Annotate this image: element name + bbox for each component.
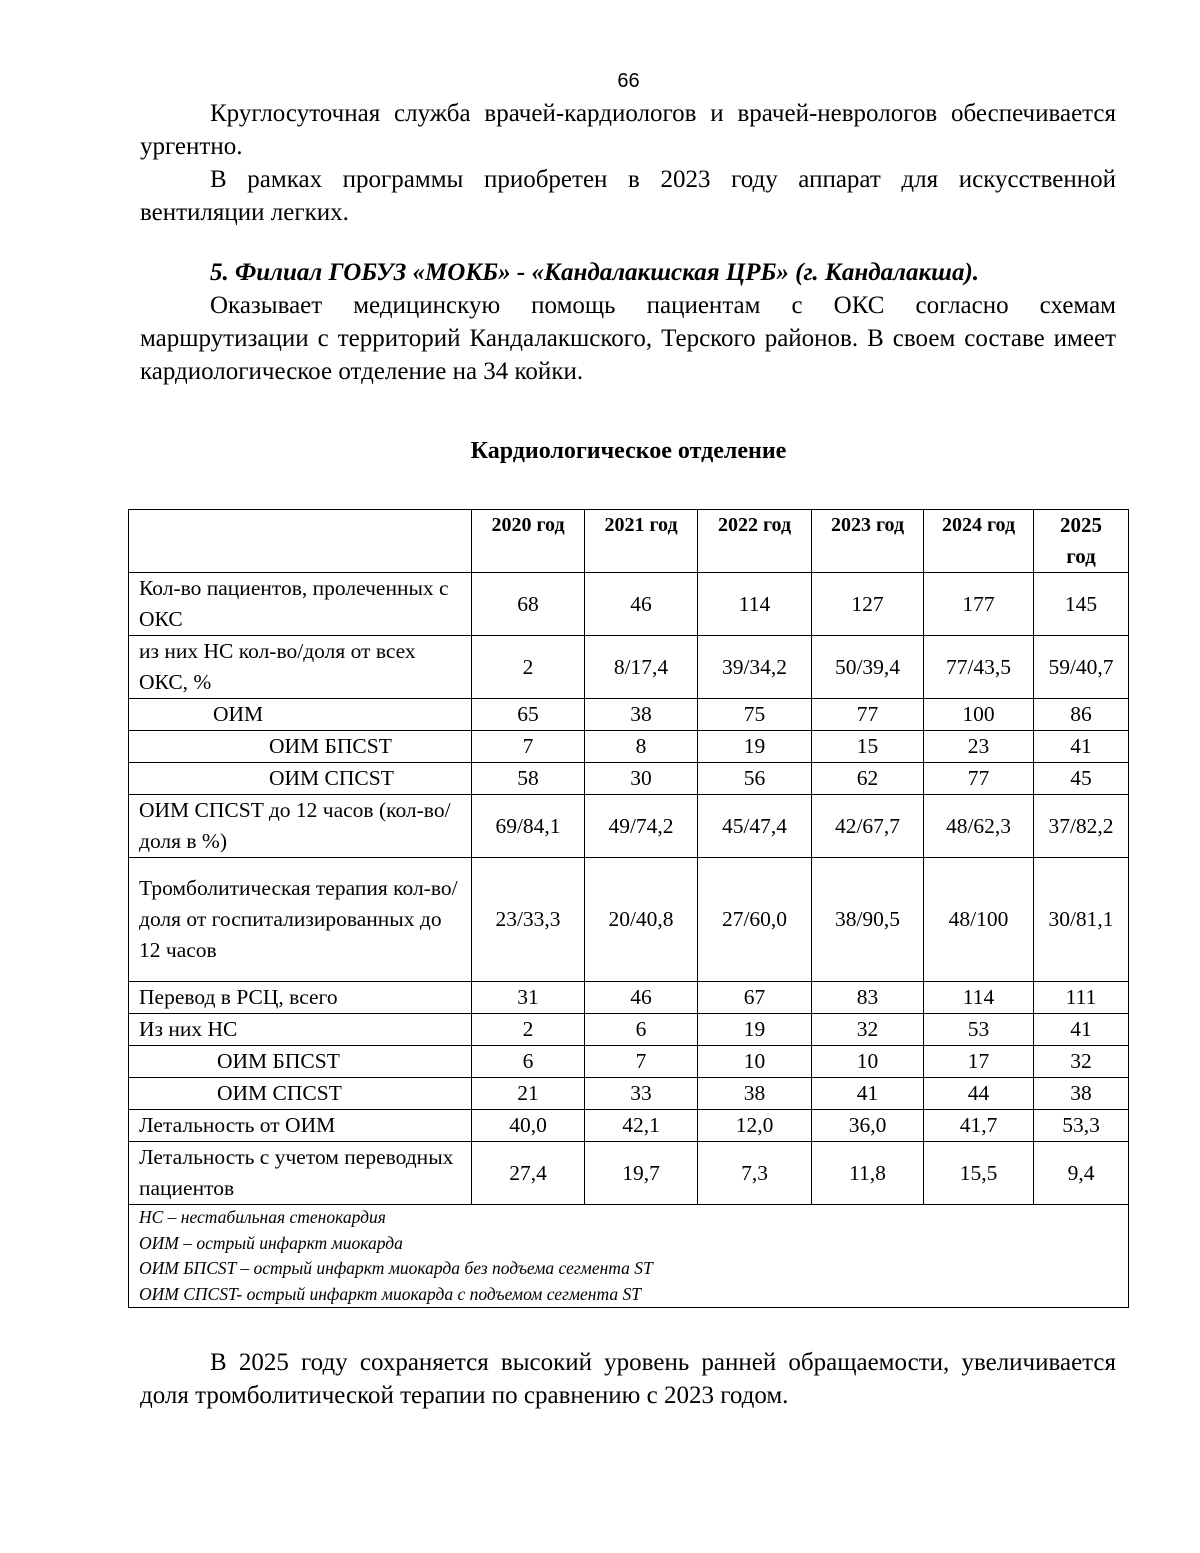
table-row: [129, 1142, 1129, 1205]
note-oim-bpsst: ОИМ БПСST – острый инфаркт миокарда без подъема сегмента ST: [139, 1258, 653, 1278]
cardiology-table: [128, 509, 1129, 1308]
table-header-row: [129, 510, 1129, 573]
row-value-2022: 10: [698, 1046, 812, 1078]
table-row: [129, 636, 1129, 699]
row-value-2020: 7: [472, 731, 585, 763]
row-value-2023: 32: [812, 1014, 924, 1046]
row-label: ОИМ: [129, 699, 472, 731]
row-value-2021: 19,7: [585, 1142, 698, 1205]
row-value-2020: 2: [472, 636, 585, 699]
row-value-2021: 6: [585, 1014, 698, 1046]
row-value-2023: 38/90,5: [812, 858, 924, 982]
row-value-2024: 48/100: [924, 858, 1034, 982]
row-label: ОИМ БПСST: [129, 1046, 472, 1078]
row-label: Тромболитическая терапия кол-во/доля от госпитализированных до 12 часов: [129, 858, 472, 982]
row-value-2020: 27,4: [472, 1142, 585, 1205]
row-value-2020: 23/33,3: [472, 858, 585, 982]
header-cell-2025: 2025 год: [1034, 510, 1129, 573]
row-value-2020: 31: [472, 982, 585, 1014]
row-value-2021: 8: [585, 731, 698, 763]
row-value-2025: 41: [1034, 731, 1129, 763]
row-value-2020: 6: [472, 1046, 585, 1078]
note-oim: ОИМ – острый инфаркт миокарда: [139, 1232, 403, 1253]
row-value-2022: 56: [698, 763, 812, 795]
header-cell-empty: [129, 510, 472, 573]
row-value-2025: 38: [1034, 1078, 1129, 1110]
row-value-2021: 46: [585, 982, 698, 1014]
row-value-2021: 7: [585, 1046, 698, 1078]
row-value-2021: 33: [585, 1078, 698, 1110]
row-value-2023: 83: [812, 982, 924, 1014]
row-value-2024: 44: [924, 1078, 1034, 1110]
row-value-2023: 36,0: [812, 1110, 924, 1142]
header-cell-2021: 2021 год: [585, 510, 698, 573]
intro-text: [140, 97, 1116, 229]
row-value-2025: 41: [1034, 1014, 1129, 1046]
row-value-2023: 41: [812, 1078, 924, 1110]
row-value-2021: 30: [585, 763, 698, 795]
row-value-2023: 15: [812, 731, 924, 763]
row-value-2022: 39/34,2: [698, 636, 812, 699]
row-label: из них НС кол-во/доля от всех ОКС, %: [129, 636, 472, 699]
row-value-2023: 62: [812, 763, 924, 795]
table-row: [129, 858, 1129, 982]
conclusion-text: [140, 1346, 1116, 1412]
row-value-2021: 8/17,4: [585, 636, 698, 699]
note-oim-spsst: ОИМ СПСST- острый инфаркт миокарда с подъемом сегмента ST: [139, 1283, 641, 1304]
row-value-2024: 114: [924, 982, 1034, 1014]
row-value-2023: 127: [812, 573, 924, 636]
row-label: Летальность от ОИМ: [129, 1110, 472, 1142]
row-label: Перевод в РСЦ, всего: [129, 982, 472, 1014]
header-cell-2024: 2024 год: [924, 510, 1034, 573]
row-value-2024: 41,7: [924, 1110, 1034, 1142]
row-value-2025: 9,4: [1034, 1142, 1129, 1205]
row-label: Из них НС: [129, 1014, 472, 1046]
row-value-2022: 114: [698, 573, 812, 636]
table-row: [129, 699, 1129, 731]
table-row: [129, 1110, 1129, 1142]
header-cell-2020: 2020 год: [472, 510, 585, 573]
table-row: [129, 1078, 1129, 1110]
row-value-2020: 65: [472, 699, 585, 731]
table-notes-row: [129, 1205, 1129, 1308]
header-cell-2023: 2023 год: [812, 510, 924, 573]
row-label: ОИМ СПСST: [129, 763, 472, 795]
row-value-2024: 77: [924, 763, 1034, 795]
conclusion-paragraph: В 2025 году сохраняется высокий уровень ранней обращаемости, увеличивается доля тромболитической терапии по сравнению с 2023 годом.: [140, 1349, 1116, 1409]
table-row: [129, 731, 1129, 763]
row-value-2024: 15,5: [924, 1142, 1034, 1205]
row-value-2022: 19: [698, 731, 812, 763]
row-value-2025: 111: [1034, 982, 1129, 1014]
row-value-2020: 21: [472, 1078, 585, 1110]
row-value-2024: 48/62,3: [924, 795, 1034, 858]
section-heading: 5. Филиал ГОБУЗ «МОКБ» - «Кандалакшская ЦРБ» (г. Кандалакша).: [210, 259, 980, 286]
row-value-2024: 53: [924, 1014, 1034, 1046]
row-label: Летальность с учетом переводных пациентов: [129, 1142, 472, 1205]
row-value-2022: 67: [698, 982, 812, 1014]
row-value-2023: 50/39,4: [812, 636, 924, 699]
section-text: [140, 256, 1116, 388]
row-value-2020: 40,0: [472, 1110, 585, 1142]
row-value-2023: 10: [812, 1046, 924, 1078]
row-value-2022: 12,0: [698, 1110, 812, 1142]
row-value-2024: 17: [924, 1046, 1034, 1078]
row-value-2023: 77: [812, 699, 924, 731]
row-value-2025: 45: [1034, 763, 1129, 795]
row-value-2021: 38: [585, 699, 698, 731]
row-value-2025: 30/81,1: [1034, 858, 1129, 982]
row-value-2020: 58: [472, 763, 585, 795]
row-value-2024: 77/43,5: [924, 636, 1034, 699]
row-label: ОИМ БПСST: [129, 731, 472, 763]
table-row: [129, 763, 1129, 795]
row-value-2020: 68: [472, 573, 585, 636]
row-value-2025: 145: [1034, 573, 1129, 636]
table-row: [129, 573, 1129, 636]
row-value-2024: 100: [924, 699, 1034, 731]
note-ns: НС – нестабильная стенокардия: [139, 1207, 386, 1227]
row-value-2025: 59/40,7: [1034, 636, 1129, 699]
row-value-2022: 38: [698, 1078, 812, 1110]
row-value-2022: 27/60,0: [698, 858, 812, 982]
row-value-2021: 49/74,2: [585, 795, 698, 858]
table-row: [129, 1014, 1129, 1046]
row-value-2025: 32: [1034, 1046, 1129, 1078]
row-label: ОИМ СПСST: [129, 1078, 472, 1110]
row-value-2022: 75: [698, 699, 812, 731]
row-value-2024: 23: [924, 731, 1034, 763]
row-value-2023: 42/67,7: [812, 795, 924, 858]
intro-paragraph-1: Круглосуточная служба врачей-кардиологов и врачей-неврологов обеспечивается ургентно.: [140, 100, 1116, 160]
row-value-2023: 11,8: [812, 1142, 924, 1205]
row-label: ОИМ СПСST до 12 часов (кол-во/доля в %): [129, 795, 472, 858]
row-value-2021: 46: [585, 573, 698, 636]
row-value-2021: 42,1: [585, 1110, 698, 1142]
row-value-2025: 53,3: [1034, 1110, 1129, 1142]
row-value-2020: 69/84,1: [472, 795, 585, 858]
row-value-2025: 37/82,2: [1034, 795, 1129, 858]
table-row: [129, 795, 1129, 858]
table-row: [129, 982, 1129, 1014]
table-body: [129, 573, 1129, 1205]
section-paragraph: Оказывает медицинскую помощь пациентам с ОКС согласно схемам маршрутизации с территорий Кандалакшского, Терского районов. В своем составе имеет кардиологическое отделение на 34 койки.: [140, 292, 1116, 385]
row-value-2024: 177: [924, 573, 1034, 636]
row-value-2022: 7,3: [698, 1142, 812, 1205]
page-number: 66: [617, 70, 640, 92]
row-value-2020: 2: [472, 1014, 585, 1046]
table-notes: [129, 1205, 1129, 1308]
table-title: Кардиологическое отделение: [470, 438, 787, 464]
row-value-2022: 19: [698, 1014, 812, 1046]
row-value-2025: 86: [1034, 699, 1129, 731]
row-label: Кол-во пациентов, пролеченных с ОКС: [129, 573, 472, 636]
row-value-2022: 45/47,4: [698, 795, 812, 858]
intro-paragraph-2: В рамках программы приобретен в 2023 году аппарат для искусственной вентиляции легких.: [140, 166, 1116, 226]
table-row: [129, 1046, 1129, 1078]
row-value-2021: 20/40,8: [585, 858, 698, 982]
header-cell-2022: 2022 год: [698, 510, 812, 573]
